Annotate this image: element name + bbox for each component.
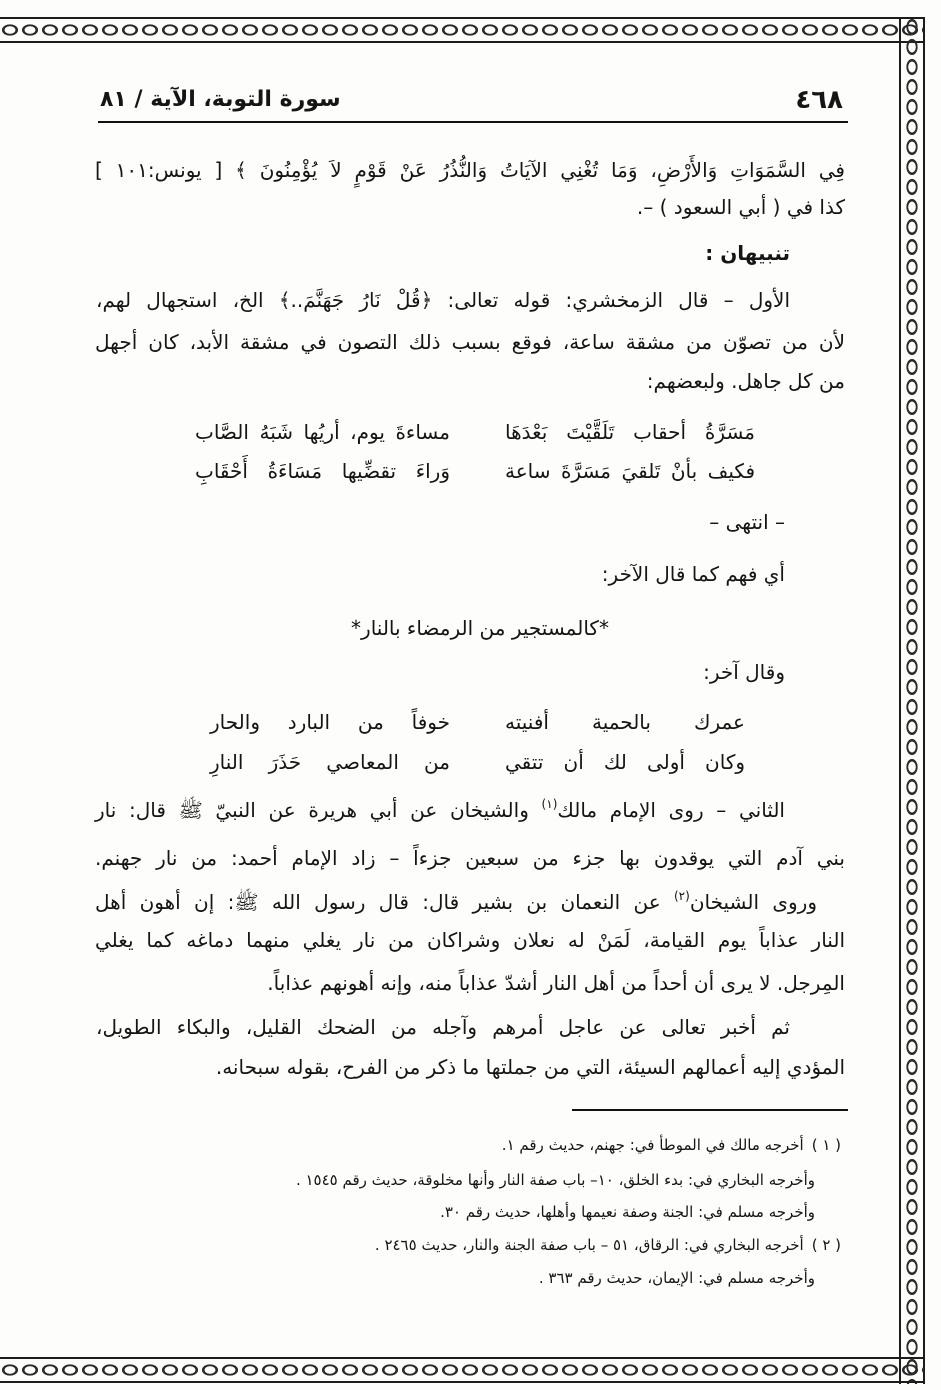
second-hadith-line-1-start: وروى الشيخان — [689, 890, 817, 914]
poem-2-verse-2-first-hemistich: وكان أولى لك أن تتقي — [505, 750, 745, 774]
poem-2-verse-1-second-hemistich: خوفاً من البارد والحار — [210, 710, 450, 734]
proverb-intro: أي فهم كما قال الآخر: — [601, 562, 785, 586]
footnote-ref-1: (١) — [541, 797, 558, 811]
footnote-separator — [572, 1109, 848, 1111]
first-note-line-1: الأول – قال الزمخشري: قوله تعالى: ﴿قُلْ نَارُ جَهَنَّمَ..﴾ الخ، استجهال لهم، — [96, 288, 790, 312]
page-number: ٤٦٨ — [795, 85, 843, 115]
right-ornamental-border — [899, 17, 925, 1384]
poem-2-intro: وقال آخر: — [703, 660, 785, 684]
footnote-1-text: أخرجه مالك في الموطأ في: جهنم، حديث رقم ١. — [501, 1136, 804, 1154]
first-note-line-3: من كل جاهل. ولبعضهم: — [646, 369, 845, 393]
second-hadith-line-1-end: عن النعمان بن بشير قال: قال رسول الله ﷺ: إن أهون أهل — [95, 890, 674, 914]
proverb-line: *كالمستجير من الرمضاء بالنار* — [351, 616, 609, 640]
poem-1-verse-1-first-hemistich: مَسَرَّةُ أحقاب تَلَقَّيْتَ بَعْدَهَا — [505, 420, 755, 444]
poem-2-verse-1-first-hemistich: عمرك بالحمية أفنيته — [505, 710, 745, 734]
transition-line-1: ثم أخبر تعالى عن عاجل أمرهم وآجله من الضحك القليل، والبكاء الطويل، — [96, 1015, 790, 1039]
footnote-ref-2: (٢) — [673, 889, 690, 903]
poem-2-verse-2-second-hemistich: من المعاصي حَذَرَ النارِ — [210, 750, 450, 774]
quote-end-marker: – انتهى – — [709, 510, 785, 534]
second-hadith-line-3: المِرجل. لا يرى أن أحداً من أهل النار أشدّ عذاباً منه، وإنه أهونهم عذاباً. — [267, 971, 845, 995]
footnote-1 — [121, 1130, 841, 1160]
second-note-line-1-start: الثاني – روى الإمام مالك — [557, 798, 785, 822]
footnote-2 — [121, 1230, 841, 1260]
footnote-1-continuation-2-text: وأخرجه مسلم في: الجنة وصفة نعيمها وأهلها، حديث رقم ٣٠. — [440, 1203, 815, 1221]
transition-line-2: المؤدي إليه أعمالهم السيئة، التي من جملتها ما ذكر من الفرح، بقوله سبحانه. — [215, 1055, 845, 1079]
poem-1-verse-2-first-hemistich: فكيف بأنْ تَلقيَ مَسَرَّةَ ساعة — [505, 459, 755, 483]
verse-continuation-line-2: كذا في ( أبي السعود ) –. — [636, 195, 845, 219]
verse-continuation-line-1: فِي السَّمَوَاتِ وَالأَرْضِ، وَمَا تُغْنِي الآيَاتُ وَالنُّذُرُ عَنْ قَوْمٍ لاَ يُؤْمِنُونَ ﴾ [ يونس:١٠١ ] — [95, 158, 845, 182]
second-note-line-1 — [95, 790, 785, 830]
running-title: سورة التوبة، الآية / ٨١ — [100, 87, 341, 112]
footnote-marker-2: ( ٢ ) — [811, 1236, 841, 1254]
top-ornamental-border — [0, 17, 924, 43]
bottom-ornamental-border — [0, 1357, 924, 1383]
footnote-1-continuation-1-text: وأخرجه البخاري في: بدء الخلق، ١٠– باب صفة النار وأنها مخلوقة، حديث رقم ١٥٤٥ . — [295, 1171, 815, 1189]
poem-1-verse-2-second-hemistich: وَراءَ تقضِّيها مَسَاءَةُ أَحْقَابِ — [195, 459, 450, 483]
footnote-2-continuation-text: وأخرجه مسلم في: الإيمان، حديث رقم ٣٦٣ . — [538, 1269, 815, 1287]
first-note-line-2: لأن من تصوّن من مشقة ساعة، فوقع بسبب ذلك التصون في مشقة الأبد، كان أجهل — [95, 330, 845, 354]
footnote-1-continuation-1 — [95, 1165, 815, 1195]
footnote-2-text: أخرجه البخاري في: الرقاق، ٥١ – باب صفة الجنة والنار، حديث ٢٤٦٥ . — [374, 1236, 804, 1254]
header-rule — [98, 121, 848, 123]
footnote-2-continuation — [95, 1263, 815, 1293]
second-hadith-line-2: النار عذاباً يوم القيامة، لَمَنْ له نعلان وشراكان من نار يغلي منهما دماغه كما يغلي — [95, 928, 845, 952]
footnote-1-continuation-2 — [95, 1197, 815, 1227]
footnote-marker-1: ( ١ ) — [811, 1136, 841, 1154]
second-note-line-1-end: والشيخان عن أبي هريرة عن النبيّ ﷺ قال: نار — [95, 798, 542, 822]
poem-1-verse-1-second-hemistich: مساءةَ يوم، أريُها شَبَهُ الصَّاب — [195, 420, 450, 444]
second-note-line-2: بني آدم التي يوقدون بها جزء من سبعين جزءاً – زاد الإمام أحمد: من نار جهنم. — [95, 846, 845, 870]
notes-heading: تنبيهان : — [705, 241, 790, 265]
second-hadith-line-1 — [95, 882, 817, 922]
